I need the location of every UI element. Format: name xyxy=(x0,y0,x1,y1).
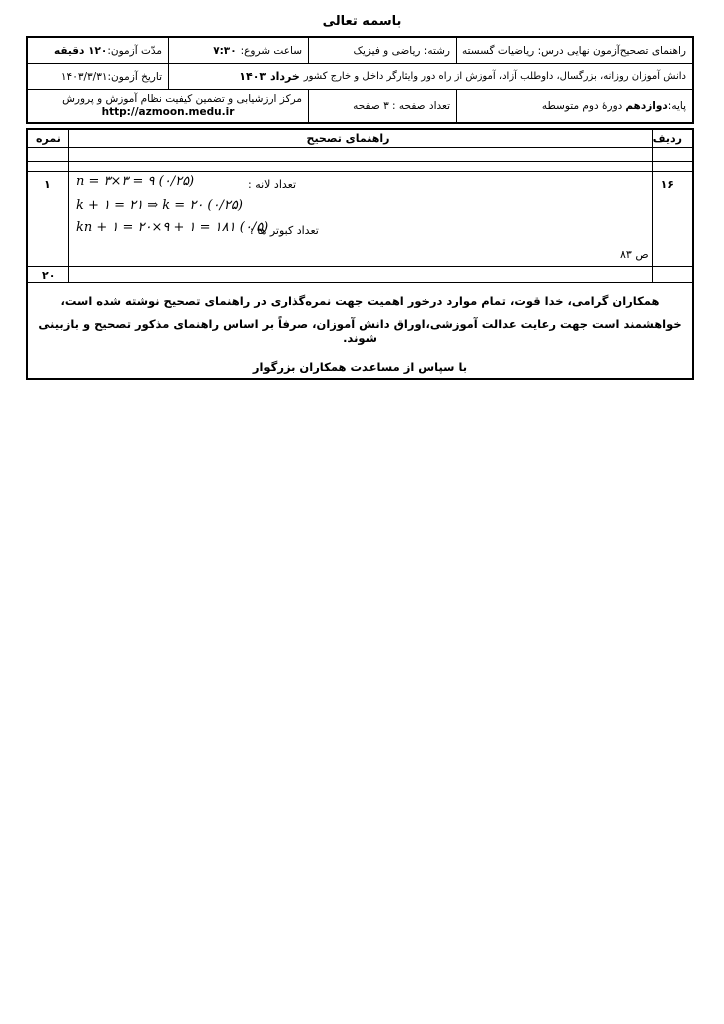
divider xyxy=(68,130,69,283)
header-row-2 xyxy=(28,64,692,90)
col-score-header: نمره xyxy=(36,132,61,145)
page-title: باسمه تعالی xyxy=(322,14,402,29)
header-row-1 xyxy=(28,38,692,64)
nests-formula: n = ۳×۳ = ۹ (۰/۲۵) xyxy=(76,174,195,189)
footer-line-2: خواهشمند است جهت رعایت عدالت آموزشی،اوراق دانش آموزان، صرفاً بر اساس راهنمای مذکور تصحیح و بازبینی شوند. xyxy=(38,317,682,345)
answer-table xyxy=(26,128,694,380)
exam-header xyxy=(26,36,694,124)
start-time xyxy=(168,38,308,63)
center-info xyxy=(28,90,308,122)
footer-line-1: همکاران گرامی، خدا قوت، تمام موارد درخور اهمیت جهت نمره‌گذاری در راهنمای تصحیح نوشته شده است، xyxy=(60,294,660,308)
exam-date xyxy=(28,64,168,89)
total-score: ۲۰ xyxy=(42,269,56,282)
table-row xyxy=(28,267,692,283)
col-row-header: ردیف xyxy=(652,132,682,145)
grade-value: دوازدهم xyxy=(625,100,668,112)
start-time-label: ساعت شروع: xyxy=(240,44,302,57)
guide-title: راهنمای تصحیح‌آزمون نهایی درس: ریاضیات گسسته xyxy=(456,38,692,63)
header-row-3 xyxy=(28,90,692,122)
students-info xyxy=(168,64,692,89)
website-link[interactable]: http://azmoon.medu.ir xyxy=(101,105,235,118)
question-score: ۱ xyxy=(44,178,51,191)
center-name: مرکز ارزشیابی و تضمین کیفیت نظام آموزش و پرورش xyxy=(62,92,302,105)
divider xyxy=(652,130,653,283)
duration-label: مدّت آزمون: xyxy=(107,44,162,57)
question-number: ۱۶ xyxy=(660,178,674,191)
grade-suffix: دورهٔ دوم متوسطه xyxy=(541,100,623,112)
exam-month: خرداد ۱۴۰۳ xyxy=(239,70,300,83)
page-count: تعداد صفحه : ۳ صفحه xyxy=(308,90,456,122)
grade xyxy=(456,90,692,122)
students-line: دانش آموزان روزانه، بزرگسال، داوطلب آزاد، آموزش از راه دور وایثارگر داخل و خارج کشور xyxy=(303,71,686,82)
table-row xyxy=(28,162,692,172)
grade-label: پایه: xyxy=(667,100,686,112)
field-label: رشته: ریاضی و فیزیک xyxy=(308,38,456,63)
footer-line-3: با سپاس از مساعدت همکاران بزرگوار xyxy=(252,360,468,374)
page-reference: ص ۸۳ xyxy=(620,248,649,261)
pigeons-label: تعداد کبوتر ها : xyxy=(250,224,319,237)
start-time-value: ۷:۳۰ xyxy=(213,44,237,57)
pigeons-formula: kn + ۱ = ۲۰×۹ + ۱ = ۱۸۱ (۰/۵) xyxy=(76,220,269,235)
exam-duration xyxy=(28,38,168,63)
col-guide-header: راهنمای تصحیح xyxy=(306,132,390,145)
exam-date-value: ۱۴۰۳/۳/۳۱ xyxy=(60,70,108,83)
exam-date-label: تاریخ آزمون: xyxy=(107,70,162,83)
k-formula: k + ۱ = ۲۱ ⇒ k = ۲۰ (۰/۲۵) xyxy=(76,198,243,213)
duration-value: ۱۲۰ دقیقه xyxy=(53,44,108,57)
table-row xyxy=(28,148,692,162)
nests-label: تعداد لانه : xyxy=(248,178,297,191)
